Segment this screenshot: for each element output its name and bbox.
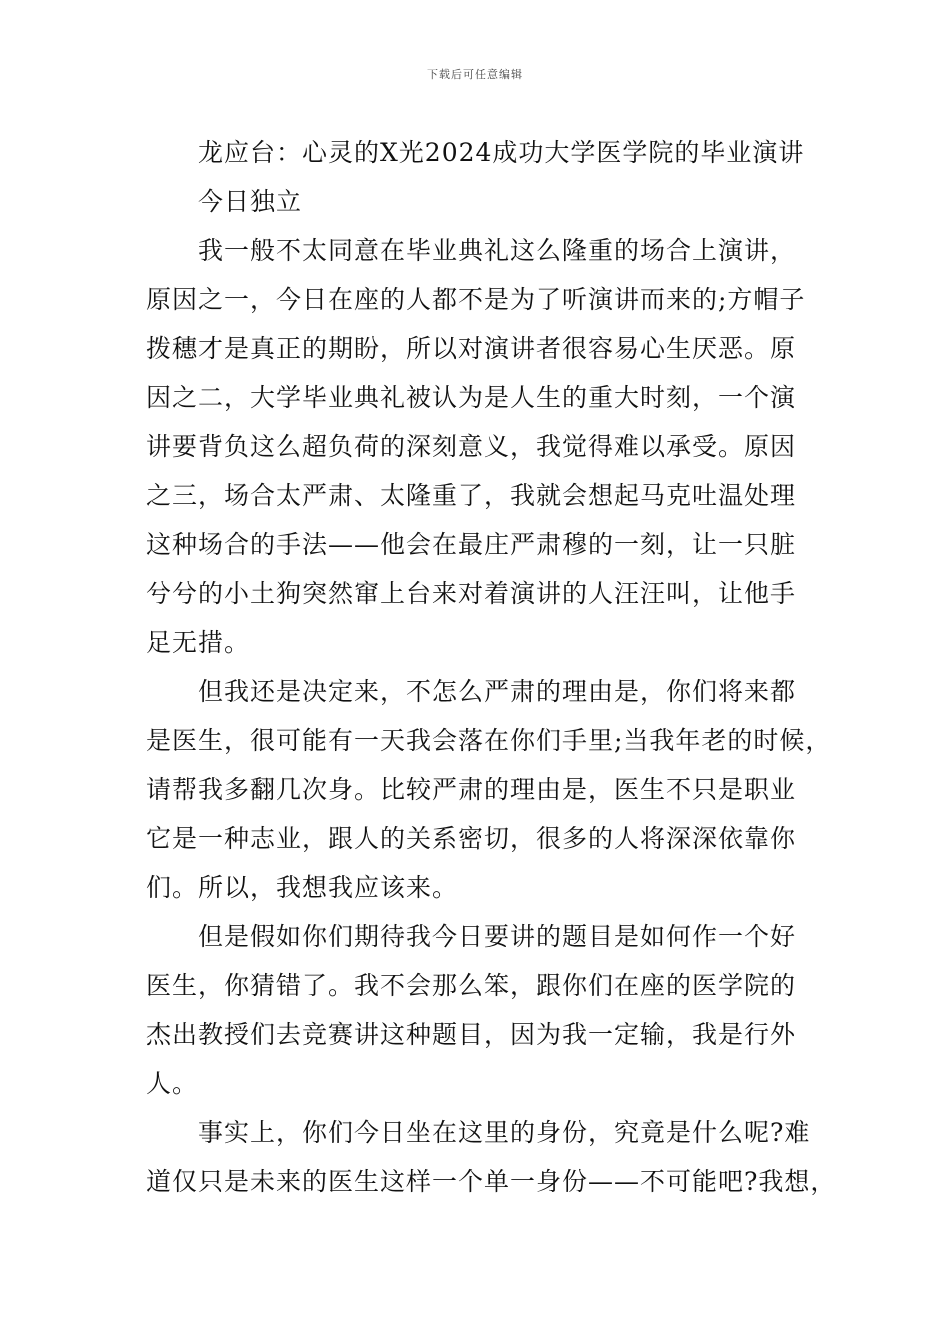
paragraph-line: 杰出教授们去竞赛讲这种题目，因为我一定输，我是行外 <box>146 1020 797 1049</box>
paragraph-line: 事实上，你们今日坐在这里的身份，究竟是什么呢?难 <box>198 1118 811 1147</box>
document-subtitle: 今日独立 <box>198 187 303 216</box>
paragraph-line: 请帮我多翻几次身。比较严肃的理由是，医生不只是职业 <box>146 775 797 804</box>
paragraph-line: 道仅只是未来的医生这样一个单一身份——不可能吧?我想， <box>146 1167 837 1196</box>
paragraph-line: 之三，场合太严肃、太隆重了，我就会想起马克吐温处理 <box>146 481 797 510</box>
paragraph-line: 原因之一，今日在座的人都不是为了听演讲而来的;方帽子 <box>146 285 806 314</box>
paragraph-line: 们。所以，我想我应该来。 <box>146 873 459 902</box>
paragraph-line: 但是假如你们期待我今日要讲的题目是如何作一个好 <box>198 922 797 951</box>
paragraph-line: 它是一种志业，跟人的关系密切，很多的人将深深依靠你 <box>146 824 797 853</box>
paragraph-line: 兮兮的小土狗突然窜上台来对着演讲的人汪汪叫，让他手 <box>146 579 797 608</box>
paragraph-line: 医生，你猜错了。我不会那么笨，跟你们在座的医学院的 <box>146 971 797 1000</box>
paragraph-line: 足无措。 <box>146 628 251 657</box>
paragraph-line: 讲要背负这么超负荷的深刻意义，我觉得难以承受。原因 <box>146 432 797 461</box>
document-body <box>146 128 837 1206</box>
document-title: 龙应台：心灵的X光2024成功大学医学院的毕业演讲 <box>198 138 805 167</box>
paragraph <box>146 667 832 912</box>
paragraph-line: 因之二，大学毕业典礼被认为是人生的重大时刻，一个演 <box>146 383 797 412</box>
header-note: 下载后可任意编辑 <box>427 68 523 81</box>
paragraph-line: 是医生，很可能有一天我会落在你们手里;当我年老的时候， <box>146 726 832 755</box>
paragraph-line: 人。 <box>146 1069 199 1098</box>
paragraph-line: 拨穗才是真正的期盼，所以对演讲者很容易心生厌恶。原 <box>146 334 797 363</box>
paragraph <box>146 1108 837 1206</box>
paragraph-line: 我一般不太同意在毕业典礼这么隆重的场合上演讲， <box>198 236 797 265</box>
paragraph-line: 但我还是决定来，不怎么严肃的理由是，你们将来都 <box>198 677 797 706</box>
paragraph <box>146 912 822 1108</box>
paragraph <box>146 226 822 667</box>
paragraph-line: 这种场合的手法——他会在最庄严肃穆的一刻，让一只脏 <box>146 530 797 559</box>
